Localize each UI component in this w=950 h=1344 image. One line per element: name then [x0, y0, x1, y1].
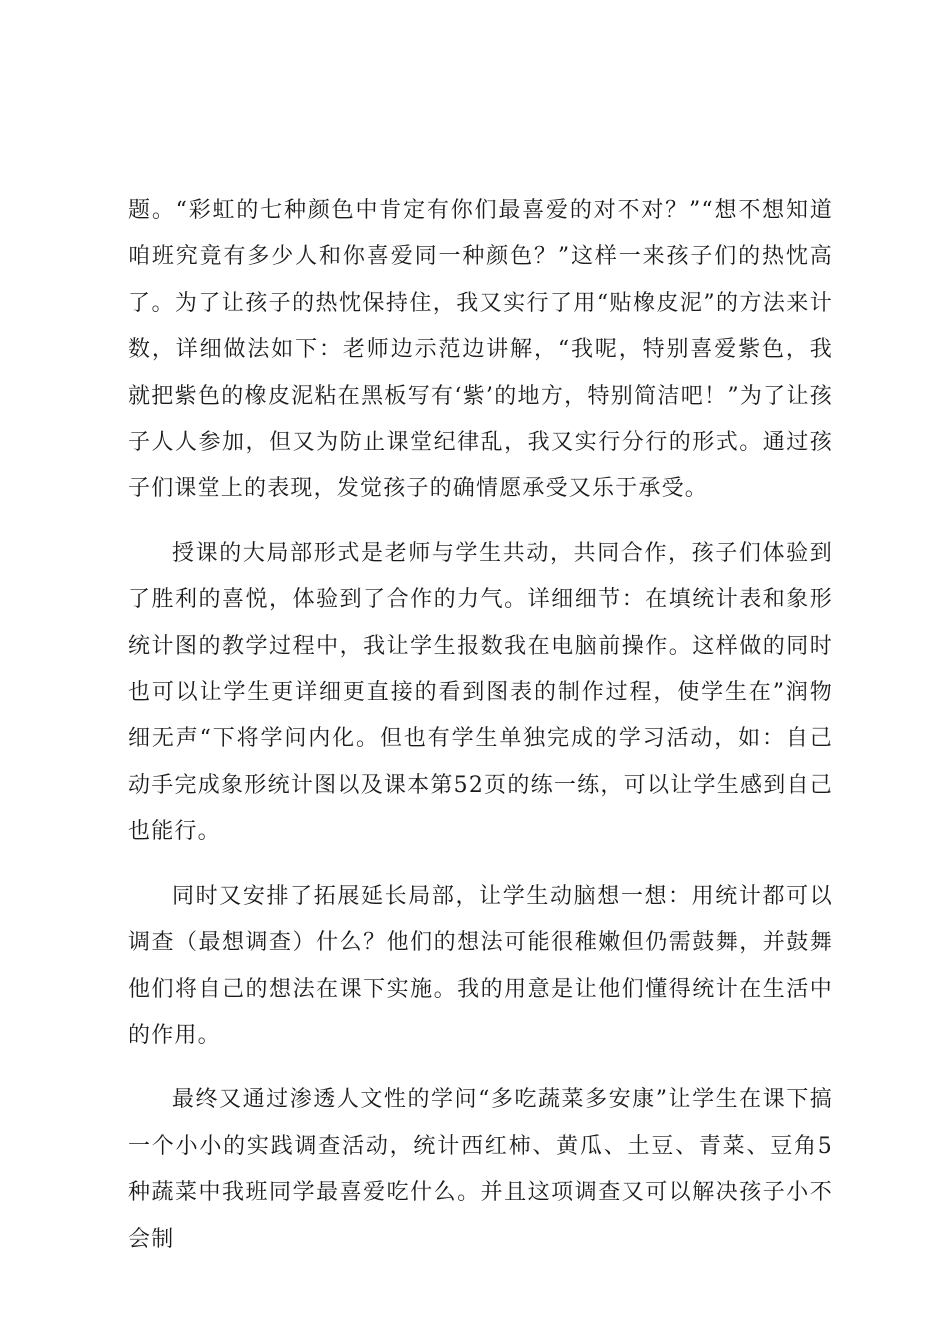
- paragraph-3: 同时又安排了拓展延长局部，让学生动脑想一想：用统计都可以调查（最想调查）什么？他们的想法可能很稚嫩但仍需鼓舞，并鼓舞他们将自己的想法在课下实施。我的用意是让他们懂得统计在生活中的作用。: [128, 883, 833, 1048]
- document-body: [128, 188, 833, 1281]
- paragraph-2: 授课的大局部形式是老师与学生共动，共同合作，孩子们体验到了胜利的喜悦，体验到了合作的力气。详细细节：在填统计表和象形统计图的教学过程中，我让学生报数我在电脑前操作。这样做的同时也可以让学生更详细更直接的看到图表的制作过程，使学生在”润物细无声“下将学问内化。但也有学生单独完成的学习活动，如：自己动手完成象形统计图以及课本第52页的练一练，可以让学生感到自己也能行。: [128, 540, 833, 845]
- paragraph-4: 最终又通过渗透人文性的学问“多吃蔬菜多安康”让学生在课下搞一个小小的实践调查活动，统计西红柿、黄瓜、土豆、青菜、豆角5种蔬菜中我班同学最喜爱吃什么。并且这项调查又可以解决孩子小不会制: [128, 1087, 833, 1252]
- paragraph-1: 题。“彩虹的七种颜色中肯定有你们最喜爱的对不对？”“想不想知道咱班究竟有多少人和你喜爱同一种颜色？”这样一来孩子们的热忱高了。为了让孩子的热忱保持住，我又实行了用“贴橡皮泥”的方法来计数，详细做法如下：老师边示范边讲解，“我呢，特别喜爱紫色，我就把紫色的橡皮泥粘在黑板写有‘紫’的地方，特别简洁吧！”为了让孩子人人参加，但又为防止课堂纪律乱，我又实行分行的形式。通过孩子们课堂上的表现，发觉孩子的确情愿承受又乐于承受。: [128, 198, 833, 502]
